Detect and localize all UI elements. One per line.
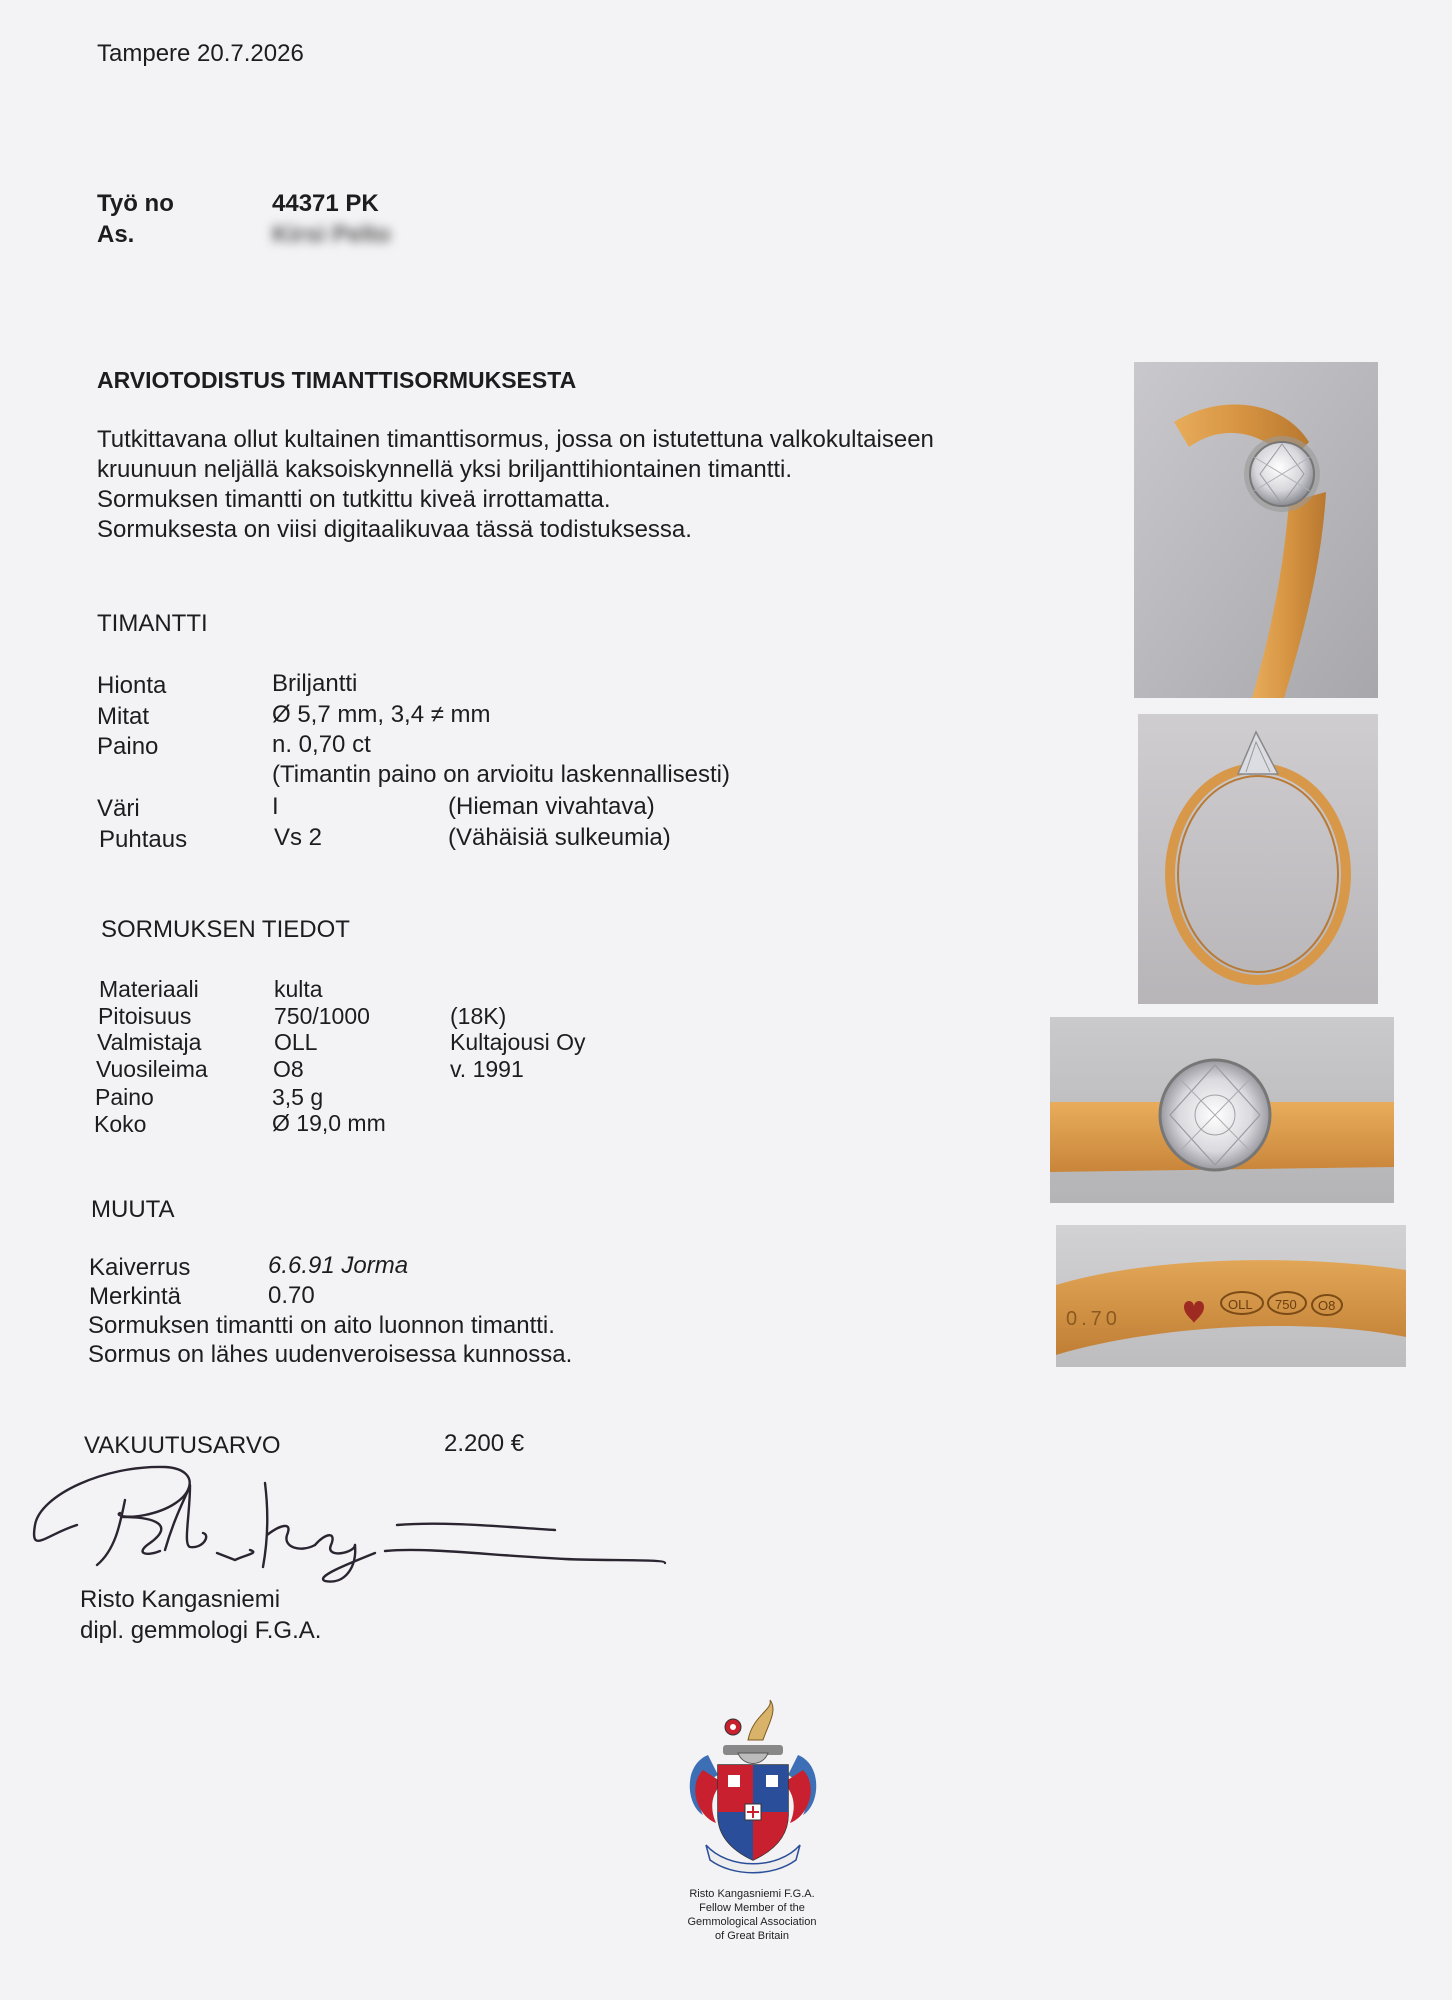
ring-value: Ø 19,0 mm (272, 1110, 386, 1136)
ring-label: Valmistaja (97, 1029, 202, 1055)
engraving-label: Kaiverrus (89, 1254, 191, 1281)
intro-line: Sormuksen timantti on tutkittu kiveä irrottamatta. (97, 486, 611, 513)
association-line: Risto Kangasniemi F.G.A. (689, 1888, 815, 1900)
handwritten-signature (25, 1455, 675, 1595)
stamp-weight: 0.70 (1066, 1308, 1121, 1330)
diamond-label: Väri (97, 795, 140, 822)
insurance-label: VAKUUTUSARVO (84, 1432, 281, 1459)
job-number-value: 44371 PK (272, 190, 379, 217)
diamond-label: Hionta (97, 672, 167, 699)
ring-label: Vuosileima (96, 1056, 208, 1082)
diamond-note: (Vähäisiä sulkeumia) (448, 824, 671, 851)
ring-note: Kultajousi Oy (450, 1029, 586, 1055)
ring-value: OLL (274, 1029, 318, 1055)
document-title: ARVIOTODISTUS TIMANTTISORMUKSESTA (97, 367, 577, 393)
association-line: of Great Britain (715, 1930, 789, 1942)
ring-photo-top (1050, 1017, 1394, 1203)
client-value-blurred: Kirsi Pelto (272, 221, 391, 248)
ring-value: 3,5 g (272, 1084, 324, 1110)
place-date: Tampere 20.7.2026 (97, 40, 304, 67)
insurance-value: 2.200 € (444, 1430, 525, 1457)
ring-heading: SORMUKSEN TIEDOT (101, 916, 350, 943)
client-label: As. (97, 221, 135, 248)
intro-paragraph (97, 425, 934, 545)
diamond-heading: TIMANTTI (97, 610, 208, 637)
marking-label: Merkintä (89, 1283, 182, 1310)
ring-label: Materiaali (99, 976, 199, 1002)
ring-photo-angle (1134, 362, 1378, 698)
signer-name: Risto Kangasniemi (80, 1586, 281, 1613)
ring-photo-hallmarks (1056, 1225, 1406, 1367)
gemmological-association-crest-icon (678, 1695, 828, 1875)
ring-label: Koko (94, 1111, 147, 1137)
diamond-weight-note: (Timantin paino on arvioitu laskennallisesti) (272, 761, 730, 788)
association-line: Fellow Member of the (699, 1902, 805, 1914)
diamond-value: Vs 2 (274, 824, 323, 851)
engraving-value: 6.6.91 Jorma (268, 1252, 409, 1279)
association-caption (640, 1887, 864, 1943)
stamp-fineness: 750 (1275, 1297, 1297, 1312)
marking-value: 0.70 (268, 1282, 315, 1309)
ring-value: 750/1000 (274, 1003, 370, 1029)
other-heading: MUUTA (91, 1196, 175, 1223)
diamond-value: Ø 5,7 mm, 3,4 ≠ mm (272, 701, 491, 728)
diamond-value: Briljantti (272, 670, 358, 697)
ring-value: kulta (274, 976, 323, 1002)
ring-note: (18K) (450, 1003, 507, 1029)
stamp-year: O8 (1318, 1298, 1336, 1313)
job-number-label: Työ no (97, 190, 174, 217)
diamond-label: Mitat (97, 703, 150, 730)
ring-label: Pitoisuus (98, 1003, 192, 1029)
ring-note: v. 1991 (450, 1056, 524, 1082)
stamp-maker: OLL (1228, 1297, 1253, 1312)
intro-line: kruunuun neljällä kaksoiskynnellä yksi briljanttihiontainen timantti. (97, 456, 793, 483)
ring-label: Paino (95, 1084, 154, 1110)
signer-title: dipl. gemmologi F.G.A. (80, 1617, 322, 1644)
other-note: Sormus on lähes uudenveroisessa kunnossa. (88, 1341, 573, 1368)
intro-line: Tutkittavana ollut kultainen timanttisormus, jossa on istutettuna valkokultaiseen (97, 426, 934, 453)
other-note: Sormuksen timantti on aito luonnon timantti. (88, 1312, 555, 1339)
intro-line: Sormuksesta on viisi digitaalikuvaa tässä todistuksessa. (97, 516, 692, 543)
ring-value: O8 (273, 1056, 304, 1082)
diamond-value: I (272, 793, 279, 820)
diamond-label: Puhtaus (99, 826, 188, 853)
association-line: Gemmological Association (687, 1916, 817, 1928)
ring-photo-front (1138, 714, 1378, 1004)
diamond-note: (Hieman vivahtava) (448, 793, 655, 820)
diamond-label: Paino (97, 733, 159, 760)
diamond-value: n. 0,70 ct (272, 731, 371, 758)
